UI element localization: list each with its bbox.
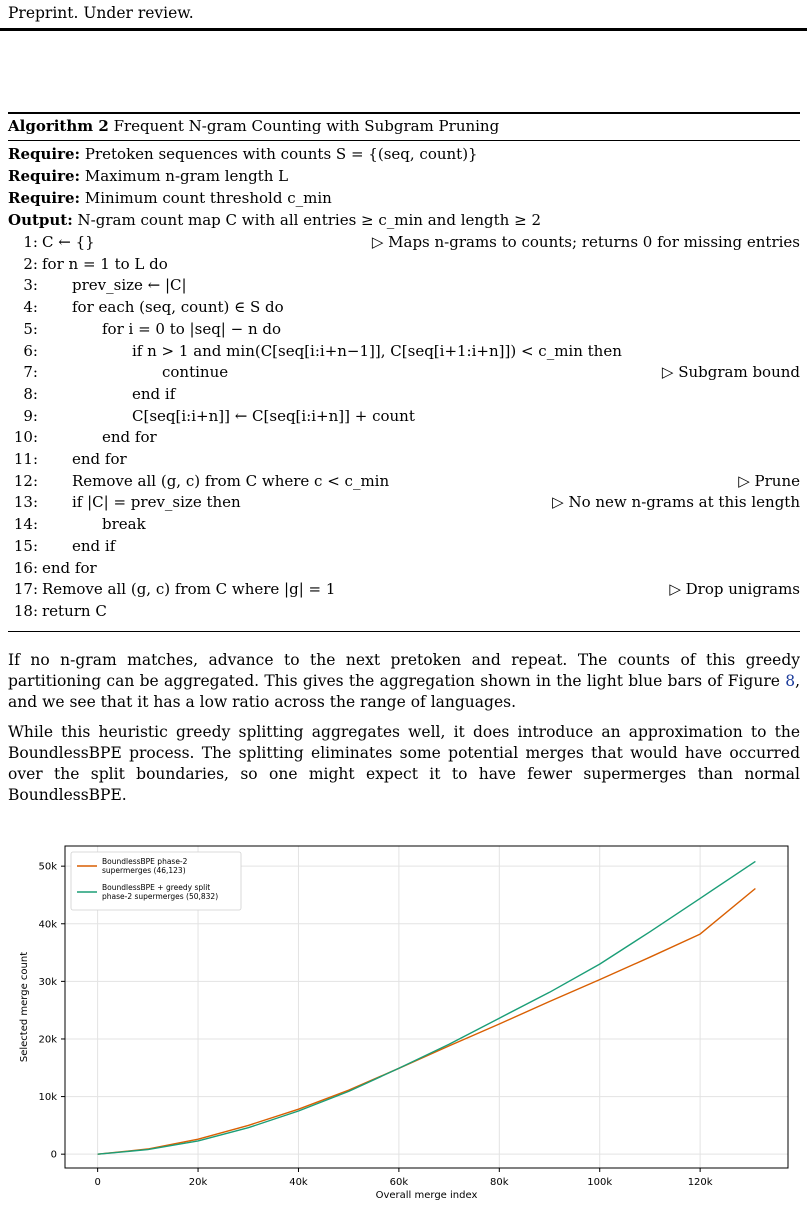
legend-label: supermerges (46,123) [102,866,186,875]
y-tick-label: 30k [38,976,57,988]
line-number: 10: [13,428,38,447]
algorithm-line [8,536,800,558]
line-number: 13: [13,493,38,512]
legend-label: BoundlessBPE + greedy split [102,883,211,892]
algorithm-code: continue [162,363,229,382]
algorithm-line [8,471,800,493]
algorithm-code: for i = 0 to |seq| − n do [102,319,282,338]
page-header: Preprint. Under review. [8,4,194,22]
algorithm-line [8,558,800,580]
line-number: 6: [23,341,38,360]
algorithm-line [8,406,800,428]
algorithm-line [8,319,800,341]
x-axis-label: Overall merge index [375,1190,478,1201]
require-text: Pretoken sequences with counts S = {(seq, count)} [84,145,478,163]
algorithm-title-text: Frequent N-gram Counting with Subgram Pruning [113,117,500,135]
x-tick-label: 0 [94,1177,101,1188]
algorithm-code: if |C| = prev_size then [72,493,241,512]
algorithm-code: prev_size ← |C| [72,276,187,295]
algorithm-code: C[seq[i:i+n]] ← C[seq[i:i+n]] + count [132,406,415,425]
algorithm-line [8,341,800,363]
output-text: N-gram count map C with all entries ≥ c_min and length ≥ 2 [77,211,541,229]
line-number: 12: [13,471,38,490]
require-line [8,166,800,188]
line-number: 17: [13,580,38,599]
require-text: Minimum count threshold c_min [84,189,332,207]
algorithm-line [8,492,800,514]
algorithm-code: end for [72,450,127,468]
require-line [8,144,800,166]
line-number: 7: [23,363,38,382]
y-tick-label: 0 [50,1149,57,1161]
paragraph-text: If no n-gram matches, advance to the next pretoken and repeat. The counts of this greedy partitioning can be aggregated. This gives the aggregation shown in the light blue bars of Figure [8,651,800,690]
line-number: 11: [13,450,38,468]
algorithm-label: Algorithm 2 [8,117,109,135]
x-tick-label: 100k [587,1177,613,1188]
algorithm-code: for n = 1 to L do [42,254,168,273]
series-line [98,889,756,1155]
algorithm-code: Remove all (g, c) from C where |g| = 1 [42,580,336,599]
require-line [8,188,800,210]
line-number: 14: [13,515,38,534]
algorithm-code: end for [42,558,97,577]
body-text [8,650,800,815]
line-number: 8: [23,384,38,403]
algorithm-code: end if [132,384,176,403]
algorithm-line [8,579,800,601]
algorithm-top-rule [8,112,800,114]
line-number: 2: [23,254,38,273]
line-number: 16: [13,558,38,577]
algorithm-comment: ▷ Subgram bound [661,363,800,382]
y-tick-label: 20k [38,1034,57,1046]
x-tick-label: 80k [490,1177,509,1188]
header-rule [0,28,807,31]
algorithm-line [8,362,800,384]
line-number: 5: [23,319,38,338]
require-keyword: Require: [8,145,81,163]
algorithm-code: C ← {} [42,233,95,251]
line-number: 1: [23,233,38,251]
algorithm-code: break [102,515,146,534]
algorithm-body [8,144,800,634]
algorithm-code: end for [102,428,157,447]
algorithm-code: end if [72,536,116,555]
require-keyword: Require: [8,189,81,207]
line-number: 18: [13,601,38,620]
figure-link[interactable]: 8 [785,672,796,690]
algorithm-comment: ▷ Prune [738,471,800,490]
legend-label: phase-2 supermerges (50,832) [102,892,219,901]
algorithm-comment: ▷ Drop unigrams [669,580,800,599]
algorithm-code: return C [42,601,107,620]
merge-count-chart [0,838,807,1208]
x-tick-label: 120k [687,1177,713,1188]
output-line [8,210,800,232]
algorithm-line [8,232,800,254]
line-number: 15: [13,536,38,555]
x-tick-label: 60k [389,1177,409,1188]
y-axis-label: Selected merge count [19,951,30,1063]
paragraph [8,650,800,713]
output-keyword: Output: [8,211,73,229]
x-tick-label: 40k [289,1177,308,1188]
algorithm-line [8,449,800,471]
algorithm-title-rule [8,140,800,141]
line-number: 9: [23,406,38,425]
legend-label: BoundlessBPE phase-2 [102,857,188,866]
paragraph: While this heuristic greedy splitting aggregates well, it does introduce an approximation to the BoundlessBPE process. The splitting eliminates some potential merges that would have occurred over the split boundaries, so one might expect it to have fewer supermerges than normal BoundlessBPE. [8,723,800,804]
require-text: Maximum n-gram length L [84,167,289,185]
y-tick-label: 50k [38,861,57,873]
algorithm-code: Remove all (g, c) from C where c < c_min [72,471,390,490]
x-tick-label: 20k [188,1177,208,1188]
algorithm-line [8,297,800,319]
algorithm-line [8,384,800,406]
algorithm-code: if n > 1 and min(C[seq[i:i+n−1]], C[seq[i+1:i+n]]) < c_min then [132,341,622,360]
algorithm-line [8,254,800,276]
line-number: 4: [23,298,38,317]
line-number: 3: [23,276,38,295]
algorithm-bottom-rule [8,631,800,632]
algorithm-title [8,117,499,135]
paragraph-text: , and we see that it has a low ratio across the range of languages. [8,672,800,711]
algorithm-comment: ▷ No new n-grams at this length [552,493,800,512]
algorithm-line [8,275,800,297]
algorithm-line [8,601,800,623]
algorithm-code: for each (seq, count) ∈ S do [72,298,284,317]
algorithm-line [8,514,800,536]
algorithm-line [8,427,800,449]
y-tick-label: 40k [38,919,57,931]
require-keyword: Require: [8,167,81,185]
y-tick-label: 10k [38,1092,57,1104]
algorithm-comment: ▷ Maps n-grams to counts; returns 0 for missing entries [371,233,800,251]
